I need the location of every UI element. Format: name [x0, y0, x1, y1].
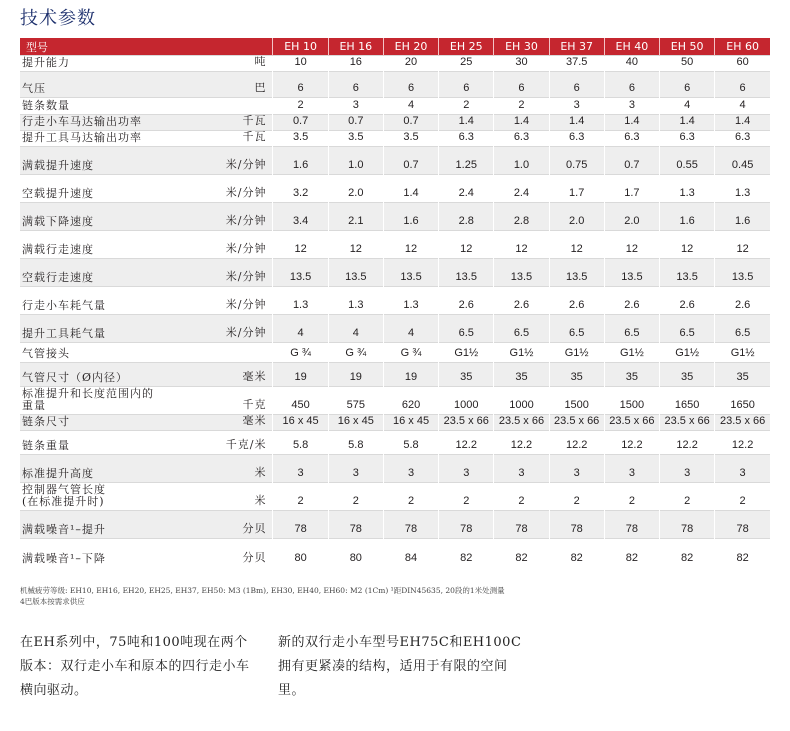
- table-cell: 1650: [660, 387, 715, 415]
- table-cell: 0.7: [273, 115, 328, 131]
- table-cell: 5.8: [273, 431, 328, 455]
- model-column-header: EH 10: [273, 38, 328, 56]
- table-cell: 3: [604, 98, 659, 115]
- table-cell: 2: [439, 98, 494, 115]
- row-label: 链条数量: [20, 98, 219, 115]
- row-unit: 千克/米: [219, 431, 273, 455]
- row-unit: 米/分钟: [219, 175, 273, 203]
- table-cell: 78: [604, 511, 659, 539]
- table-cell: 6.5: [439, 315, 494, 343]
- table-row: [20, 56, 770, 72]
- row-unit: 千瓦: [219, 131, 273, 147]
- table-cell: 1.3: [273, 287, 328, 315]
- table-cell: 6.5: [549, 315, 604, 343]
- table-cell: 1.25: [439, 147, 494, 175]
- row-unit: 米/分钟: [219, 315, 273, 343]
- table-cell: 1000: [439, 387, 494, 415]
- table-row: [20, 259, 770, 287]
- row-label: 满载下降速度: [20, 203, 219, 231]
- table-row: [20, 511, 770, 539]
- table-cell: 2.0: [549, 203, 604, 231]
- table-cell: 3: [715, 455, 770, 483]
- table-cell: 23.5 x 66: [604, 415, 659, 431]
- table-cell: 13.5: [273, 259, 328, 287]
- table-cell: 6: [660, 72, 715, 98]
- table-cell: 1.4: [439, 115, 494, 131]
- table-row: [20, 72, 770, 98]
- table-row: [20, 98, 770, 115]
- row-label: 标准提升和长度范围内的 重量: [20, 387, 219, 415]
- table-cell: 2.0: [328, 175, 383, 203]
- table-cell: G ¾: [328, 343, 383, 363]
- table-header-row: [20, 38, 770, 56]
- table-cell: G1½: [494, 343, 549, 363]
- table-row: [20, 539, 770, 567]
- table-cell: 10: [273, 56, 328, 72]
- table-cell: 6: [439, 72, 494, 98]
- table-cell: 6: [549, 72, 604, 98]
- table-cell: 35: [715, 363, 770, 387]
- table-cell: 3: [383, 455, 438, 483]
- table-cell: 16 x 45: [273, 415, 328, 431]
- table-cell: 82: [604, 539, 659, 567]
- table-row: [20, 363, 770, 387]
- table-cell: 2.6: [439, 287, 494, 315]
- row-label: 行走小车耗气量: [20, 287, 219, 315]
- table-cell: 3: [328, 98, 383, 115]
- table-cell: 3.5: [273, 131, 328, 147]
- table-cell: G ¾: [273, 343, 328, 363]
- table-cell: 5.8: [328, 431, 383, 455]
- table-cell: 19: [383, 363, 438, 387]
- table-cell: 1.3: [660, 175, 715, 203]
- table-cell: 6.5: [604, 315, 659, 343]
- model-column-header: EH 16: [328, 38, 383, 56]
- table-cell: 6: [715, 72, 770, 98]
- table-cell: 78: [494, 511, 549, 539]
- table-cell: 6.3: [660, 131, 715, 147]
- row-label: 链条重量: [20, 431, 219, 455]
- table-row: [20, 455, 770, 483]
- table-cell: 78: [715, 511, 770, 539]
- table-cell: 82: [660, 539, 715, 567]
- table-cell: 575: [328, 387, 383, 415]
- row-label: 提升工具耗气量: [20, 315, 219, 343]
- row-label: 空载提升速度: [20, 175, 219, 203]
- table-cell: 1.4: [494, 115, 549, 131]
- table-cell: 0.7: [604, 147, 659, 175]
- table-cell: 13.5: [660, 259, 715, 287]
- model-column-header: EH 50: [660, 38, 715, 56]
- table-row: [20, 231, 770, 259]
- table-cell: 2: [439, 483, 494, 511]
- table-cell: 1500: [604, 387, 659, 415]
- table-cell: 0.45: [715, 147, 770, 175]
- table-cell: 40: [604, 56, 659, 72]
- table-cell: 13.5: [494, 259, 549, 287]
- table-cell: 2.4: [439, 175, 494, 203]
- row-unit: 分贝: [219, 539, 273, 567]
- table-cell: 35: [549, 363, 604, 387]
- table-cell: 6.5: [494, 315, 549, 343]
- model-column-header: EH 25: [439, 38, 494, 56]
- table-cell: 23.5 x 66: [494, 415, 549, 431]
- page-title: 技术参数: [20, 8, 96, 29]
- table-cell: 3.5: [383, 131, 438, 147]
- table-cell: G1½: [439, 343, 494, 363]
- row-unit: 米/分钟: [219, 203, 273, 231]
- table-cell: 1650: [715, 387, 770, 415]
- table-cell: 1.3: [715, 175, 770, 203]
- table-cell: 78: [549, 511, 604, 539]
- row-label: 提升工具马达输出功率: [20, 131, 219, 147]
- table-row: [20, 147, 770, 175]
- row-label: 空载行走速度: [20, 259, 219, 287]
- table-cell: 4: [273, 315, 328, 343]
- table-cell: 82: [549, 539, 604, 567]
- table-cell: 12.2: [604, 431, 659, 455]
- table-cell: 2: [549, 483, 604, 511]
- table-cell: 30: [494, 56, 549, 72]
- table-cell: 620: [383, 387, 438, 415]
- table-cell: 0.55: [660, 147, 715, 175]
- table-cell: 12.2: [439, 431, 494, 455]
- row-label: 气压: [20, 72, 219, 98]
- table-cell: 80: [273, 539, 328, 567]
- table-cell: 16 x 45: [383, 415, 438, 431]
- table-cell: 0.75: [549, 147, 604, 175]
- table-cell: 1.4: [715, 115, 770, 131]
- row-label: 行走小车马达输出功率: [20, 115, 219, 131]
- row-label: 满载噪音¹–下降: [20, 539, 219, 567]
- row-label: 满载行走速度: [20, 231, 219, 259]
- table-cell: 12: [328, 231, 383, 259]
- table-cell: 37.5: [549, 56, 604, 72]
- table-cell: 1.0: [494, 147, 549, 175]
- table-cell: 2.8: [439, 203, 494, 231]
- table-cell: 4: [383, 315, 438, 343]
- row-label: 提升能力: [20, 56, 219, 72]
- table-cell: 4: [715, 98, 770, 115]
- table-cell: 35: [604, 363, 659, 387]
- footnote: [20, 585, 780, 607]
- table-cell: 60: [715, 56, 770, 72]
- table-cell: 12: [273, 231, 328, 259]
- row-unit: 巴: [219, 72, 273, 98]
- table-cell: 2: [660, 483, 715, 511]
- table-cell: 6.5: [715, 315, 770, 343]
- table-cell: 23.5 x 66: [715, 415, 770, 431]
- table-cell: 0.7: [328, 115, 383, 131]
- footnote-line: 4巴版本按需求供应: [20, 597, 85, 606]
- table-row: [20, 203, 770, 231]
- table-cell: 78: [273, 511, 328, 539]
- table-cell: 12.2: [494, 431, 549, 455]
- table-cell: 82: [494, 539, 549, 567]
- table-cell: 84: [383, 539, 438, 567]
- table-cell: 3: [273, 455, 328, 483]
- table-cell: G1½: [715, 343, 770, 363]
- table-row: [20, 343, 770, 363]
- table-cell: 13.5: [328, 259, 383, 287]
- table-cell: 3.2: [273, 175, 328, 203]
- row-unit: [219, 98, 273, 115]
- table-cell: 1.4: [549, 115, 604, 131]
- table-cell: 1.3: [383, 287, 438, 315]
- table-cell: 3: [328, 455, 383, 483]
- table-cell: 0.7: [383, 147, 438, 175]
- table-cell: 0.7: [383, 115, 438, 131]
- table-cell: 13.5: [604, 259, 659, 287]
- row-unit: 米/分钟: [219, 231, 273, 259]
- table-cell: 1000: [494, 387, 549, 415]
- model-header: 型号: [20, 38, 273, 56]
- table-cell: 2.1: [328, 203, 383, 231]
- table-row: [20, 287, 770, 315]
- table-cell: 3: [549, 98, 604, 115]
- table-cell: 35: [494, 363, 549, 387]
- table-cell: 78: [439, 511, 494, 539]
- table-cell: 1.4: [604, 115, 659, 131]
- table-cell: 35: [439, 363, 494, 387]
- table-cell: 1.7: [549, 175, 604, 203]
- row-unit: 千克: [219, 387, 273, 415]
- table-cell: 2.0: [604, 203, 659, 231]
- table-cell: 1.3: [328, 287, 383, 315]
- table-cell: 1.0: [328, 147, 383, 175]
- table-cell: 50: [660, 56, 715, 72]
- table-cell: 13.5: [383, 259, 438, 287]
- table-cell: 13.5: [715, 259, 770, 287]
- table-cell: 6.3: [549, 131, 604, 147]
- table-cell: G1½: [604, 343, 659, 363]
- table-cell: G1½: [660, 343, 715, 363]
- model-column-header: EH 30: [494, 38, 549, 56]
- row-unit: 吨: [219, 56, 273, 72]
- row-label: 链条尺寸: [20, 415, 219, 431]
- row-label: 标准提升高度: [20, 455, 219, 483]
- table-cell: 6.3: [439, 131, 494, 147]
- row-unit: 米/分钟: [219, 287, 273, 315]
- table-cell: G ¾: [383, 343, 438, 363]
- table-cell: 3: [604, 455, 659, 483]
- row-unit: 米/分钟: [219, 259, 273, 287]
- table-row: [20, 387, 770, 415]
- table-cell: 12: [383, 231, 438, 259]
- table-cell: 1.6: [715, 203, 770, 231]
- table-cell: 2.8: [494, 203, 549, 231]
- table-cell: 3: [660, 455, 715, 483]
- row-unit: 米/分钟: [219, 147, 273, 175]
- table-cell: 12.2: [549, 431, 604, 455]
- table-cell: 6: [328, 72, 383, 98]
- table-cell: G1½: [549, 343, 604, 363]
- table-cell: 12: [715, 231, 770, 259]
- table-cell: 2.6: [604, 287, 659, 315]
- table-cell: 16: [328, 56, 383, 72]
- table-cell: 12.2: [660, 431, 715, 455]
- row-label: 气管接头: [20, 343, 219, 363]
- footnote-line: 机械疲劳等级: EH10, EH16, EH20, EH25, EH37, EH50: M3 (1Bm), EH30, EH40, EH60: M2 (1Cm) ¹距DIN45635, 20段的1米处测量: [20, 586, 505, 595]
- row-label: 控制器气管长度 (在标准提升时): [20, 483, 219, 511]
- table-row: [20, 115, 770, 131]
- table-cell: 19: [328, 363, 383, 387]
- table-cell: 12.2: [715, 431, 770, 455]
- table-cell: 1.6: [383, 203, 438, 231]
- table-cell: 80: [328, 539, 383, 567]
- model-column-header: EH 60: [715, 38, 770, 56]
- table-cell: 1.6: [273, 147, 328, 175]
- table-cell: 1500: [549, 387, 604, 415]
- table-cell: 5.8: [383, 431, 438, 455]
- table-cell: 2.6: [494, 287, 549, 315]
- table-cell: 2: [383, 483, 438, 511]
- table-cell: 20: [383, 56, 438, 72]
- table-cell: 3: [549, 455, 604, 483]
- table-cell: 16 x 45: [328, 415, 383, 431]
- row-label: 满载噪音¹–提升: [20, 511, 219, 539]
- table-cell: 23.5 x 66: [549, 415, 604, 431]
- table-cell: 2: [494, 98, 549, 115]
- table-cell: 6: [383, 72, 438, 98]
- table-cell: 6.3: [715, 131, 770, 147]
- table-cell: 450: [273, 387, 328, 415]
- table-cell: 2: [715, 483, 770, 511]
- table-cell: 1.6: [660, 203, 715, 231]
- table-cell: 19: [273, 363, 328, 387]
- table-cell: 1.7: [604, 175, 659, 203]
- table-cell: 2: [494, 483, 549, 511]
- table-cell: 12: [604, 231, 659, 259]
- paragraph-left: 在EH系列中，75吨和100吨现在两个版本：双行走小车和原本的四行走小车横向驱动。: [20, 635, 250, 698]
- row-unit: 毫米: [219, 363, 273, 387]
- table-cell: 2: [328, 483, 383, 511]
- table-cell: 12: [660, 231, 715, 259]
- row-unit: 米: [219, 483, 273, 511]
- table-cell: 23.5 x 66: [439, 415, 494, 431]
- table-cell: 6.3: [494, 131, 549, 147]
- table-cell: 25: [439, 56, 494, 72]
- table-row: [20, 175, 770, 203]
- table-cell: 2.6: [715, 287, 770, 315]
- table-cell: 6: [273, 72, 328, 98]
- table-cell: 2.4: [494, 175, 549, 203]
- row-label: 满载提升速度: [20, 147, 219, 175]
- table-cell: 13.5: [439, 259, 494, 287]
- row-unit: 米: [219, 455, 273, 483]
- table-cell: 82: [715, 539, 770, 567]
- model-column-header: EH 40: [604, 38, 659, 56]
- table-cell: 12: [439, 231, 494, 259]
- table-cell: 3: [439, 455, 494, 483]
- table-cell: 3.5: [328, 131, 383, 147]
- table-cell: 1.4: [383, 175, 438, 203]
- table-cell: 2: [604, 483, 659, 511]
- table-cell: 2: [273, 483, 328, 511]
- table-cell: 78: [660, 511, 715, 539]
- row-unit: 分贝: [219, 511, 273, 539]
- table-cell: 82: [439, 539, 494, 567]
- table-cell: 6.3: [604, 131, 659, 147]
- table-cell: 6.5: [660, 315, 715, 343]
- table-cell: 23.5 x 66: [660, 415, 715, 431]
- table-cell: 3.4: [273, 203, 328, 231]
- model-column-header: EH 37: [549, 38, 604, 56]
- table-row: [20, 415, 770, 431]
- table-cell: 2: [273, 98, 328, 115]
- paragraph-right: 新的双行走小车型号EH75C和EH100C拥有更紧凑的结构，适用于有限的空间里。: [278, 635, 522, 698]
- table-cell: 3: [494, 455, 549, 483]
- table-cell: 4: [383, 98, 438, 115]
- table-cell: 12: [549, 231, 604, 259]
- table-cell: 78: [383, 511, 438, 539]
- table-cell: 6: [604, 72, 659, 98]
- model-column-header: EH 20: [383, 38, 438, 56]
- table-cell: 4: [660, 98, 715, 115]
- table-row: [20, 483, 770, 511]
- table-cell: 35: [660, 363, 715, 387]
- table-cell: 6: [494, 72, 549, 98]
- table-cell: 78: [328, 511, 383, 539]
- table-cell: 2.6: [660, 287, 715, 315]
- row-unit: 千瓦: [219, 115, 273, 131]
- table-row: [20, 131, 770, 147]
- table-cell: 13.5: [549, 259, 604, 287]
- table-row: [20, 431, 770, 455]
- table-cell: 12: [494, 231, 549, 259]
- table-cell: 4: [328, 315, 383, 343]
- table-row: [20, 315, 770, 343]
- row-unit: [219, 343, 273, 363]
- table-cell: 1.4: [660, 115, 715, 131]
- row-unit: 毫米: [219, 415, 273, 431]
- row-label: 气管尺寸（Ø内径）: [20, 363, 219, 387]
- table-cell: 2.6: [549, 287, 604, 315]
- spec-table: [20, 38, 770, 567]
